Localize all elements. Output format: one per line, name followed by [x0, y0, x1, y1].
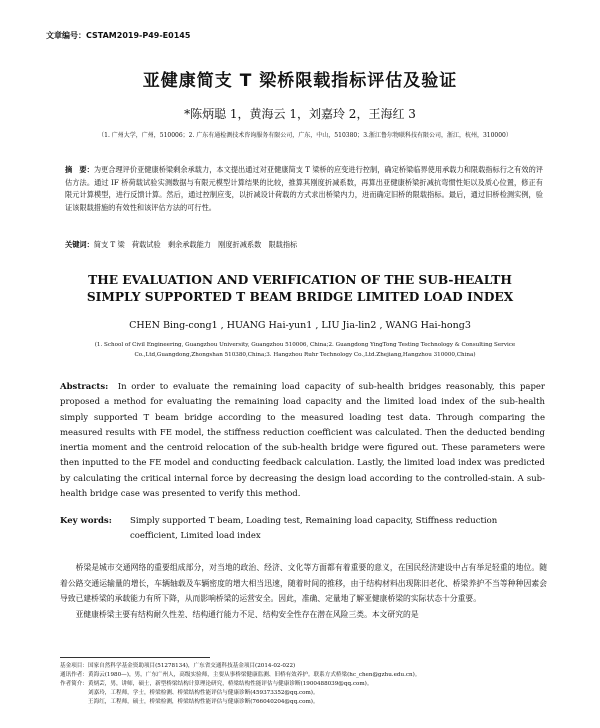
english-keywords [60, 514, 545, 544]
chinese-abstract-label: 摘 要： [65, 165, 94, 174]
footnote-author-1: 作者简介：黄炳芸，男，讲师，硕士，新型桥梁结构计算理论研究，桥梁结构性能评估与健康诊断(1900488039@qq.com)。 [60, 681, 373, 687]
english-authors: CHEN Bing-cong1 , HUANG Hai-yun1 , LIU Jia-lin2 , WANG Hai-hong3 [129, 320, 471, 331]
chinese-abstract-text: 为更合理评价亚健康桥梁剩余承载力，本文提出通过对亚健康简支 T 梁桥的应变进行控制，确定桥梁临界使用承载力和限载指标行之有效的评估方法。通过 IF 桥荷载试验实测数据与有限元模型计算结果的比较，推算其刚度折减系数，再算出亚健康桥梁折减抗弯惯性矩以及质心位置，修正有限元计算模型，进行反馈计算。然后，通过控制应变，以折减设计荷载的方式求出桥梁内力，进而确定旧桥的限载指标。最后，通过旧桥检测实例，验证该限载措施的有效性和该评估方法的可行性。 [65, 165, 543, 212]
english-affiliation [60, 340, 550, 360]
english-affiliation-line2: Co.,Ltd,Guangdong,Zhongshan 510380,China;3. Hangzhou Ruhr Technology Co.,Ltd.Zhejiang,Hangzhou 310000,China) [134, 352, 476, 358]
english-title-line1: THE EVALUATION AND VERIFICATION OF THE SUB-HEALTH [88, 273, 512, 287]
english-keywords-label: Key words: [60, 516, 112, 526]
article-number: 文章编号：CSTAM2019-P49-E0145 [46, 31, 191, 40]
footnote-fund: 基金项目：国家自然科学基金资助项目(51278134)，广东省交通科技基金项目(2014-02-022) [60, 663, 296, 669]
chinese-keywords [65, 240, 543, 250]
chinese-authors: *陈炳聪 1，黄海云 1，刘嘉玲 2，王海红 3 [184, 107, 416, 121]
footnote-author-2: 刘嘉玲，工程师，学士，桥梁检测、桥梁结构性能评估与健康诊断(459373352@qq.com)。 [88, 690, 319, 696]
footnote-corresponding-author: 通讯作者：黄海云(1980—)，男，广东广州人，高级实验师，主要从事桥梁健康监测、旧桥有效养护。联系方式桥梁(hc_chen@gzhu.edu.cn)。 [60, 672, 421, 678]
english-abstract-text: In order to evaluate the remaining load capacity of sub-health bridges reasonably, this paper proposed a method for evaluating the remaining load capacity and the limited load index of the sub-health simply supported T beam bridge according to the measured loading test data. Through comparing the measured results with FE model, the stiffness reduction coefficient was calculated. Then the deducted bending inertia moment and the centroid relocation of the sub-health bridge were figured out. These parameters were then inputted to the FE model and conducting feedback calculation. Lastly, the limited load index was predicted by calculating the critical internal force by decreasing the design load according to the controlled-stain. A sub-health bridge case was presented to verify this method. [60, 382, 545, 500]
body-text [60, 560, 547, 622]
footnotes [60, 662, 540, 707]
chinese-keywords-label: 关键词： [65, 240, 94, 249]
body-paragraph-2: 亚健康桥梁主要有结构耐久性差、结构通行能力不足、结构安全性存在潜在风险三类。本文研究的是 [75, 609, 419, 619]
english-title [0, 272, 600, 306]
chinese-title: 亚健康简支 T 梁桥限载指标评估及验证 [142, 71, 458, 91]
chinese-abstract [65, 164, 543, 214]
english-abstract-label: Abstracts: [60, 382, 109, 392]
english-affiliation-line1: (1. School of Civil Engineering, Guangzhou University, Guangzhou 510006, China;2. Guangdong YingTong Testing Technology & Consulting Service [94, 342, 516, 348]
footnote-author-3: 王海红，工程师，硕士，桥梁检测，桥梁结构性能评估与健康诊断(766040204@qq.com)。 [88, 699, 319, 705]
footnote-divider [60, 657, 210, 658]
english-abstract [60, 380, 545, 502]
chinese-keywords-text: 简支 T 梁 荷载试验 剩余承载能力 刚度折减系数 限载指标 [93, 240, 298, 249]
chinese-affiliation: （1. 广州大学，广州，510006；2. 广东有通检测技术咨询服务有限公司，广东，中山，510380；3.浙江鲁尔物联科技有限公司，浙江，杭州，310000） [98, 132, 512, 139]
body-paragraph-1: 桥梁是城市交通网络的重要组成部分，对当地的政治、经济、文化等方面都有着重要的意义，在国民经济建设中占有举足轻重的地位。随着公路交通运输量的增长，车辆轴载及车辆密度的增大相当迅速，随着时间的推移，由于结构材料出现陈旧老化、桥梁养护不当等种种因素会导致已建桥梁的承载能力有所下降，从而影响桥梁的运营安全。因此，准确、定量地了解亚健康桥梁的实际状态十分重要。 [60, 563, 547, 604]
english-title-line2: SIMPLY SUPPORTED T BEAM BRIDGE LIMITED LOAD INDEX [86, 290, 514, 304]
english-keywords-text: Simply supported T beam, Loading test, Remaining load capacity, Stiffness reduction coefficient, Limited load index [130, 516, 498, 541]
